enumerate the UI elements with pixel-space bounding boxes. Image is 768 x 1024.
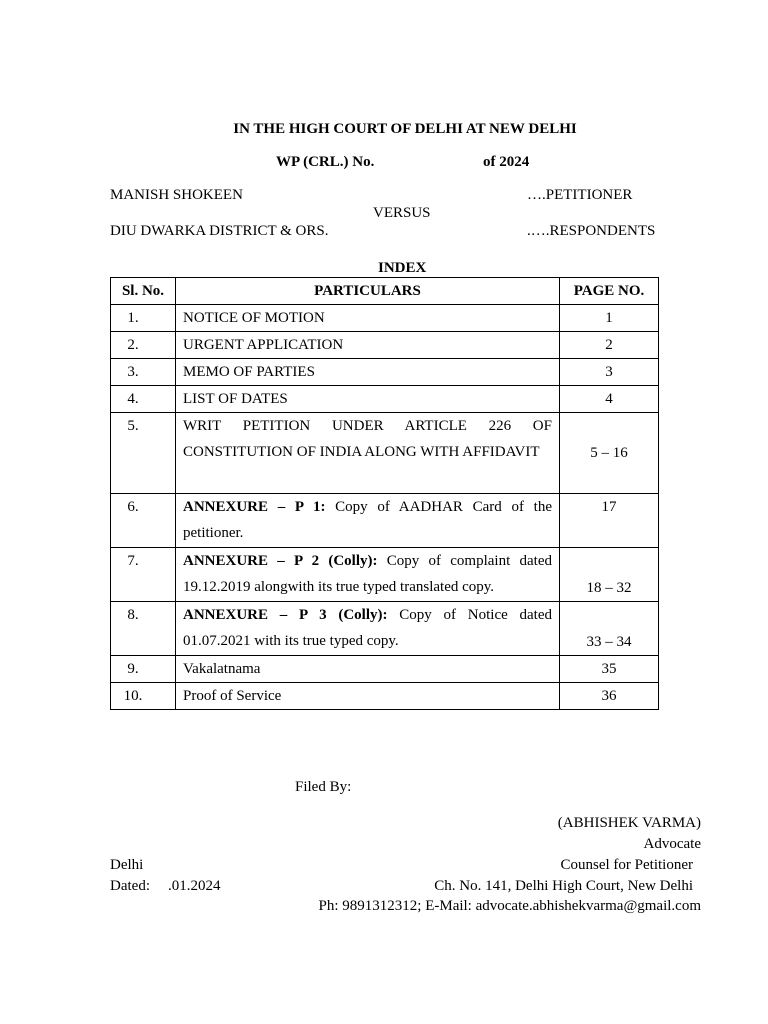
annexure-label: ANNEXURE – P 1: — [183, 499, 326, 515]
advocate-name: (ABHISHEK VARMA) — [557, 815, 701, 831]
row-particulars: URGENT APPLICATION — [176, 332, 560, 359]
row-sl-no: 9. — [111, 656, 176, 683]
versus-label: VERSUS — [373, 205, 431, 221]
column-header-sl-no: Sl. No. — [111, 278, 176, 305]
respondent-name: DIU DWARKA DISTRICT & ORS. — [110, 223, 329, 239]
row-page-no: 33 – 34 — [560, 602, 659, 656]
row-page-no: 1 — [560, 305, 659, 332]
row-particulars: LIST OF DATES — [176, 386, 560, 413]
row-sl-no: 2. — [111, 332, 176, 359]
annexure-description: Copy of Notice dated 01.07.2021 with its true typed copy. — [183, 607, 552, 649]
column-header-page-no: PAGE NO. — [560, 278, 659, 305]
row-sl-no: 5. — [111, 413, 176, 494]
row-particulars: NOTICE OF MOTION — [176, 305, 560, 332]
table-row — [111, 305, 659, 332]
row-page-no: 4 — [560, 386, 659, 413]
table-row — [111, 332, 659, 359]
row-particulars — [176, 548, 560, 602]
row-particulars: MEMO OF PARTIES — [176, 359, 560, 386]
row-sl-no: 10. — [111, 683, 176, 710]
row-page-no: 35 — [560, 656, 659, 683]
row-page-no: 2 — [560, 332, 659, 359]
table-header-row — [111, 278, 659, 305]
petitioner-role: ….PETITIONER — [527, 187, 633, 203]
row-particulars: Vakalatnama — [176, 656, 560, 683]
filed-by-label: Filed By: — [295, 779, 352, 795]
row-particulars: Proof of Service — [176, 683, 560, 710]
row-page-no: 3 — [560, 359, 659, 386]
row-sl-no: 3. — [111, 359, 176, 386]
table-row — [111, 548, 659, 602]
table-row — [111, 494, 659, 548]
index-table — [110, 277, 659, 710]
row-sl-no: 1. — [111, 305, 176, 332]
annexure-label: ANNEXURE – P 3 (Colly): — [183, 607, 388, 623]
table-row — [111, 359, 659, 386]
counsel-label: Counsel for Petitioner — [560, 857, 693, 873]
row-page-no: 36 — [560, 683, 659, 710]
respondent-role: .….RESPONDENTS — [527, 223, 656, 239]
row-sl-no: 6. — [111, 494, 176, 548]
case-year: of 2024 — [483, 154, 530, 170]
contact-details: Ph: 9891312312; E-Mail: advocate.abhishekvarma@gmail.com — [318, 898, 701, 914]
annexure-label: ANNEXURE – P 2 (Colly): — [183, 553, 378, 569]
dated-value: .01.2024 — [168, 878, 221, 894]
table-row — [111, 413, 659, 494]
table-row — [111, 386, 659, 413]
index-title: INDEX — [378, 260, 427, 276]
row-page-no: 17 — [560, 494, 659, 548]
row-particulars — [176, 494, 560, 548]
row-sl-no: 8. — [111, 602, 176, 656]
case-number-label: WP (CRL.) No. — [276, 154, 375, 170]
table-row — [111, 683, 659, 710]
petitioner-name: MANISH SHOKEEN — [110, 187, 243, 203]
place: Delhi — [110, 857, 144, 873]
table-row — [111, 656, 659, 683]
row-particulars: WRIT PETITION UNDER ARTICLE 226 OF CONSTITUTION OF INDIA ALONG WITH AFFIDAVIT — [176, 413, 560, 494]
row-page-no: 5 – 16 — [560, 413, 659, 494]
annexure-description: Copy of AADHAR Card of the petitioner. — [183, 499, 552, 541]
row-page-no: 18 – 32 — [560, 548, 659, 602]
table-row — [111, 602, 659, 656]
dated-label: Dated: — [110, 878, 150, 894]
row-particulars — [176, 602, 560, 656]
row-sl-no: 4. — [111, 386, 176, 413]
chamber-address: Ch. No. 141, Delhi High Court, New Delhi — [434, 878, 693, 894]
court-title: IN THE HIGH COURT OF DELHI AT NEW DELHI — [233, 121, 577, 137]
annexure-description: Copy of complaint dated 19.12.2019 alongwith its true typed translated copy. — [183, 553, 552, 595]
row-sl-no: 7. — [111, 548, 176, 602]
column-header-particulars: PARTICULARS — [176, 278, 560, 305]
advocate-title: Advocate — [643, 836, 701, 852]
